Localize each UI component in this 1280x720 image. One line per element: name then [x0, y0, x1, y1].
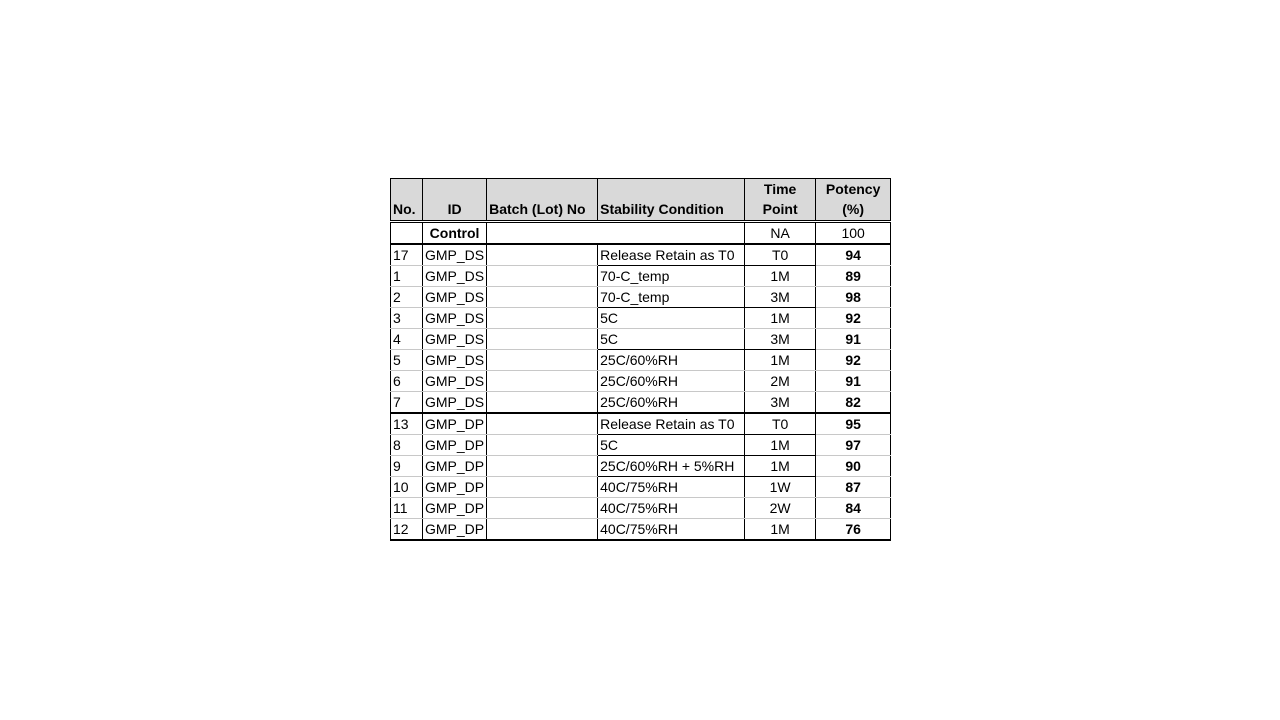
cell-no: 4 — [391, 329, 423, 350]
cell-potency: 76 — [816, 519, 891, 541]
header-time-line2: Point — [762, 201, 798, 217]
header-no: No. — [391, 179, 423, 222]
cell-batch — [487, 244, 598, 266]
control-potency: 100 — [816, 222, 891, 245]
cell-id: GMP_DS — [423, 244, 487, 266]
cell-time-point: 2W — [745, 498, 816, 519]
cell-id: GMP_DP — [423, 413, 487, 435]
table-row — [391, 350, 891, 371]
cell-no: 9 — [391, 456, 423, 477]
cell-time-point: 1M — [745, 308, 816, 329]
cell-potency: 87 — [816, 477, 891, 498]
cell-batch — [487, 266, 598, 287]
table-row — [391, 244, 891, 266]
cell-id: GMP_DS — [423, 371, 487, 392]
cell-id: GMP_DP — [423, 477, 487, 498]
cell-potency: 92 — [816, 350, 891, 371]
cell-batch — [487, 287, 598, 308]
cell-batch — [487, 308, 598, 329]
cell-condition: 5C — [598, 329, 745, 350]
cell-time-point: 1M — [745, 350, 816, 371]
cell-no: 8 — [391, 435, 423, 456]
cell-time-point: T0 — [745, 413, 816, 435]
header-condition: Stability Condition — [598, 179, 745, 222]
cell-no: 5 — [391, 350, 423, 371]
cell-batch — [487, 477, 598, 498]
cell-batch — [487, 392, 598, 414]
cell-time-point: 1M — [745, 266, 816, 287]
cell-potency: 91 — [816, 371, 891, 392]
table-row — [391, 413, 891, 435]
cell-batch — [487, 435, 598, 456]
cell-no: 6 — [391, 371, 423, 392]
cell-id: GMP_DP — [423, 456, 487, 477]
control-row — [391, 222, 891, 245]
header-potency-line1: Potency — [825, 181, 881, 197]
table-row — [391, 329, 891, 350]
cell-no: 1 — [391, 266, 423, 287]
header-batch: Batch (Lot) No — [487, 179, 598, 222]
table-row — [391, 456, 891, 477]
cell-potency: 95 — [816, 413, 891, 435]
cell-no: 3 — [391, 308, 423, 329]
cell-time-point: 1M — [745, 435, 816, 456]
cell-condition: 25C/60%RH — [598, 371, 745, 392]
cell-condition: 70-C_temp — [598, 266, 745, 287]
cell-condition: 40C/75%RH — [598, 498, 745, 519]
cell-potency: 90 — [816, 456, 891, 477]
table-row — [391, 477, 891, 498]
cell-no: 11 — [391, 498, 423, 519]
cell-id: GMP_DS — [423, 287, 487, 308]
table-row — [391, 519, 891, 541]
cell-condition: 25C/60%RH — [598, 350, 745, 371]
cell-id: GMP_DP — [423, 435, 487, 456]
cell-batch — [487, 371, 598, 392]
cell-time-point: 3M — [745, 329, 816, 350]
cell-potency: 89 — [816, 266, 891, 287]
cell-potency: 97 — [816, 435, 891, 456]
cell-id: GMP_DP — [423, 519, 487, 541]
table-row — [391, 266, 891, 287]
control-batch — [487, 222, 598, 245]
control-id: Control — [423, 222, 487, 245]
cell-potency: 94 — [816, 244, 891, 266]
cell-time-point: 2M — [745, 371, 816, 392]
cell-condition: 25C/60%RH + 5%RH — [598, 456, 745, 477]
header-time-point — [745, 179, 816, 222]
cell-id: GMP_DS — [423, 350, 487, 371]
cell-no: 12 — [391, 519, 423, 541]
cell-no: 17 — [391, 244, 423, 266]
cell-condition: 70-C_temp — [598, 287, 745, 308]
cell-no: 10 — [391, 477, 423, 498]
cell-potency: 84 — [816, 498, 891, 519]
cell-batch — [487, 498, 598, 519]
header-time-line1: Time — [763, 181, 797, 197]
cell-time-point: 1M — [745, 519, 816, 541]
table-row — [391, 308, 891, 329]
cell-time-point: 3M — [745, 287, 816, 308]
cell-id: GMP_DS — [423, 329, 487, 350]
header-row — [391, 179, 891, 222]
table-row — [391, 287, 891, 308]
cell-condition: 40C/75%RH — [598, 477, 745, 498]
cell-potency: 98 — [816, 287, 891, 308]
cell-no: 2 — [391, 287, 423, 308]
cell-id: GMP_DS — [423, 308, 487, 329]
cell-id: GMP_DP — [423, 498, 487, 519]
cell-no: 13 — [391, 413, 423, 435]
cell-batch — [487, 329, 598, 350]
cell-time-point: 3M — [745, 392, 816, 414]
cell-time-point: 1M — [745, 456, 816, 477]
cell-no: 7 — [391, 392, 423, 414]
cell-potency: 92 — [816, 308, 891, 329]
cell-time-point: T0 — [745, 244, 816, 266]
cell-condition: 25C/60%RH — [598, 392, 745, 414]
control-time: NA — [745, 222, 816, 245]
cell-potency: 91 — [816, 329, 891, 350]
cell-potency: 82 — [816, 392, 891, 414]
table-row — [391, 392, 891, 414]
cell-condition: Release Retain as T0 — [598, 244, 745, 266]
stability-potency-table — [390, 178, 891, 541]
cell-id: GMP_DS — [423, 266, 487, 287]
table-row — [391, 498, 891, 519]
cell-batch — [487, 350, 598, 371]
cell-condition: 5C — [598, 308, 745, 329]
cell-time-point: 1W — [745, 477, 816, 498]
cell-batch — [487, 413, 598, 435]
cell-condition: Release Retain as T0 — [598, 413, 745, 435]
control-no — [391, 222, 423, 245]
cell-condition: 5C — [598, 435, 745, 456]
cell-batch — [487, 519, 598, 541]
header-potency — [816, 179, 891, 222]
table-row — [391, 371, 891, 392]
control-condition — [598, 222, 745, 245]
table-row — [391, 435, 891, 456]
header-potency-line2: (%) — [842, 201, 865, 217]
cell-batch — [487, 456, 598, 477]
cell-id: GMP_DS — [423, 392, 487, 414]
cell-condition: 40C/75%RH — [598, 519, 745, 541]
header-id: ID — [423, 179, 487, 222]
